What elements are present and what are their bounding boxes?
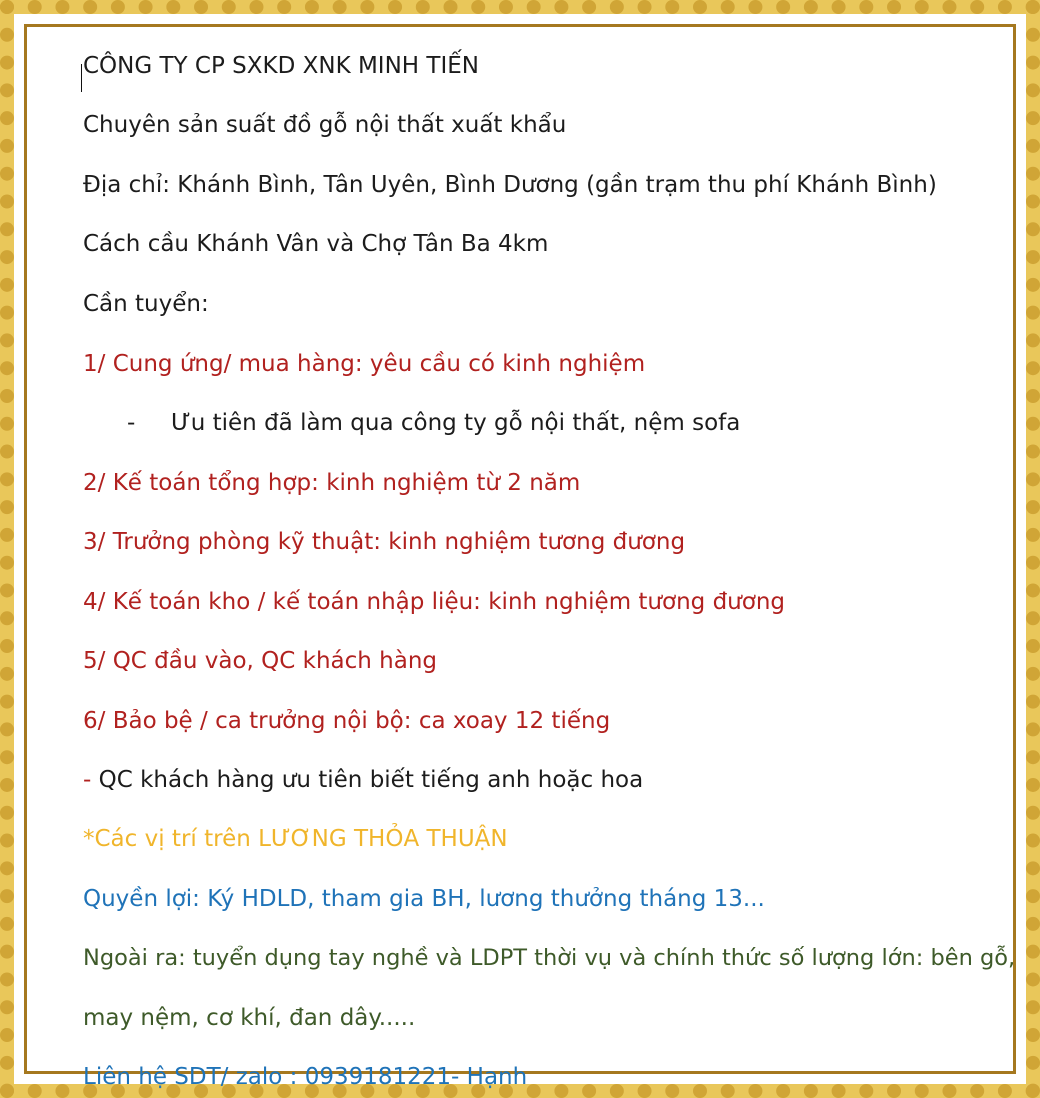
position-6: 6/ Bảo bệ / ca trưởng nội bộ: ca xoay 12 tiếng [83,708,611,734]
company-distance: Cách cầu Khánh Vân và Chợ Tân Ba 4km [83,231,549,257]
hiring-intro: Cần tuyển: [83,291,209,317]
position-1: 1/ Cung ứng/ mua hàng: yêu cầu có kinh nghiệm [83,351,646,377]
position-2: 2/ Kế toán tổng hợp: kinh nghiệm từ 2 năm [83,470,581,496]
sub-bullet-dash: - [127,410,136,436]
contact-info: Liên hệ SDT/ zalo : 0939181221- Hạnh [83,1064,528,1090]
qc-note [83,765,643,795]
document-body [83,27,1016,1090]
company-specialty: Chuyên sản suất đồ gỗ nội thất xuất khẩu [83,112,567,138]
sub-bullet-text: Ưu tiên đã làm qua công ty gỗ nội thất, nệm sofa [171,410,741,436]
position-4: 4/ Kế toán kho / kế toán nhập liệu: kinh nghiệm tương đương [83,589,785,615]
document-page [24,24,1016,1090]
company-name: CÔNG TY CP SXKD XNK MINH TIẾN [83,53,479,79]
position-3: 3/ Trưởng phòng kỹ thuật: kinh nghiệm tương đương [83,529,686,555]
qc-note-dash: - [83,767,92,793]
other-hiring-line-1: Ngoài ra: tuyển dụng tay nghề và LDPT thời vụ và chính thức số lượng lớn: bên gỗ, [83,945,1016,971]
company-address: Địa chỉ: Khánh Bình, Tân Uyên, Bình Dương (gần trạm thu phí Khánh Bình) [83,172,937,198]
position-5: 5/ QC đầu vào, QC khách hàng [83,648,437,674]
salary-note: *Các vị trí trên LƯƠNG THỎA THUẬN [83,826,508,852]
text-cursor [81,64,82,92]
other-hiring-line-2: may nệm, cơ khí, đan dây..... [83,1005,416,1031]
qc-note-text: QC khách hàng ưu tiên biết tiếng anh hoặc hoa [91,767,644,793]
benefits: Quyền lợi: Ký HDLD, tham gia BH, lương thưởng tháng 13... [83,886,765,912]
